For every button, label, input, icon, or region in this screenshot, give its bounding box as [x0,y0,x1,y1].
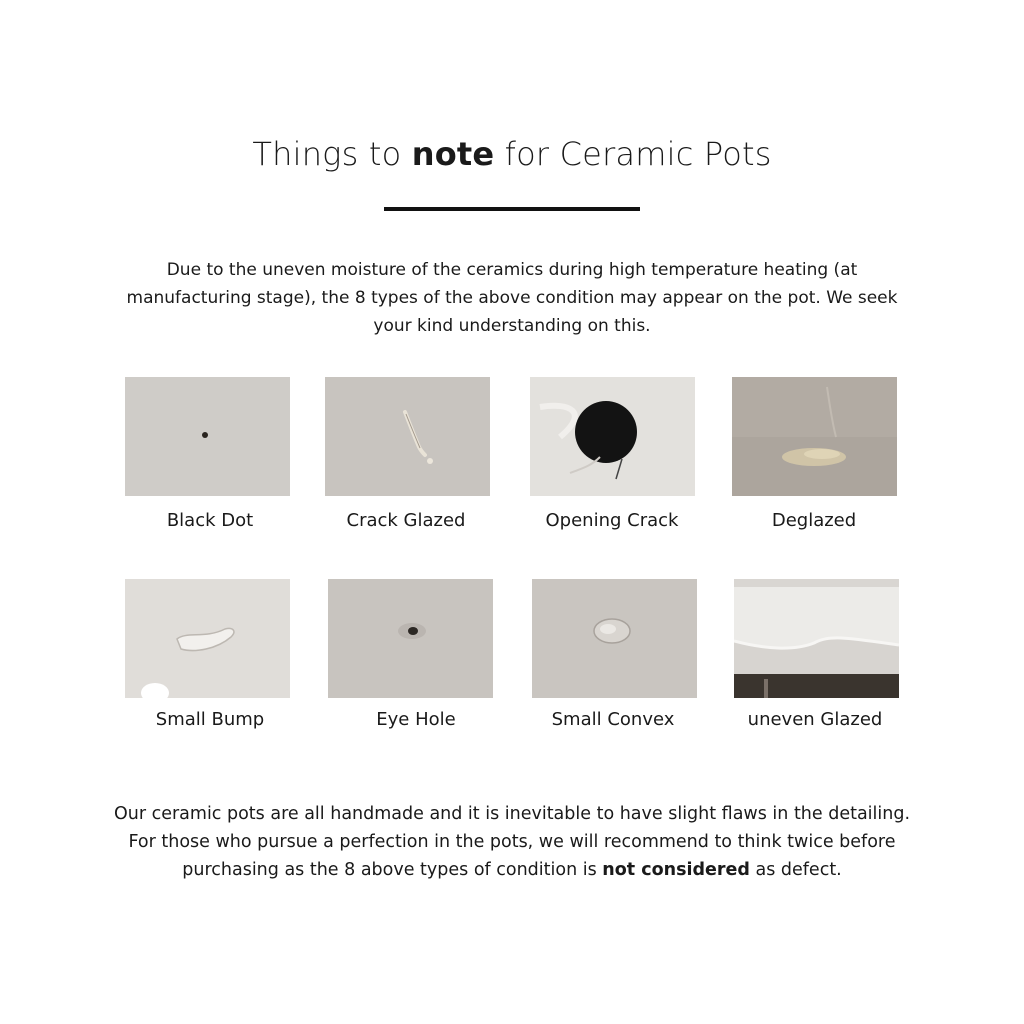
small-convex-photo [532,579,697,698]
title-text: Things to [252,135,412,173]
title-divider [384,207,640,211]
black-dot-photo [125,377,290,496]
condition-label: Opening Crack [545,510,679,531]
opening-crack-photo [530,377,695,496]
condition-label: Crack Glazed [346,510,466,531]
condition-label: Small Bump [155,709,265,730]
deglazed-photo [732,377,897,496]
title-emphasis: note [411,135,495,173]
condition-label: Black Dot [166,510,254,531]
disclaimer-text: Our ceramic pots are all handmade and it is inevitable to have slight flaws in the detailing. For those who pursue a perfection in the pots, we will recommend to think twice before purchasing as the 8 above types of condition is [113,804,911,880]
condition-label: Small Convex [551,709,675,730]
title-text-end: for Ceramic Pots [494,135,772,173]
condition-label: Eye Hole [376,709,456,730]
disclaimer-text-end: as defect. [749,860,842,880]
intro-paragraph: Due to the uneven moisture of the ceramics during high temperature heating (at manufacturing stage), the 8 types of the above condition may appear on the pot. We seek your kind understanding on this. [126,260,898,336]
crack-glazed-photo [325,377,490,496]
small-bump-photo [125,579,290,698]
disclaimer-paragraph [110,800,914,884]
condition-label: Deglazed [771,510,857,531]
condition-label: uneven Glazed [747,709,883,730]
eye-hole-photo [328,579,493,698]
uneven-glazed-photo [734,579,899,698]
disclaimer-emphasis: not considered [602,860,750,880]
page-title [0,134,1024,174]
